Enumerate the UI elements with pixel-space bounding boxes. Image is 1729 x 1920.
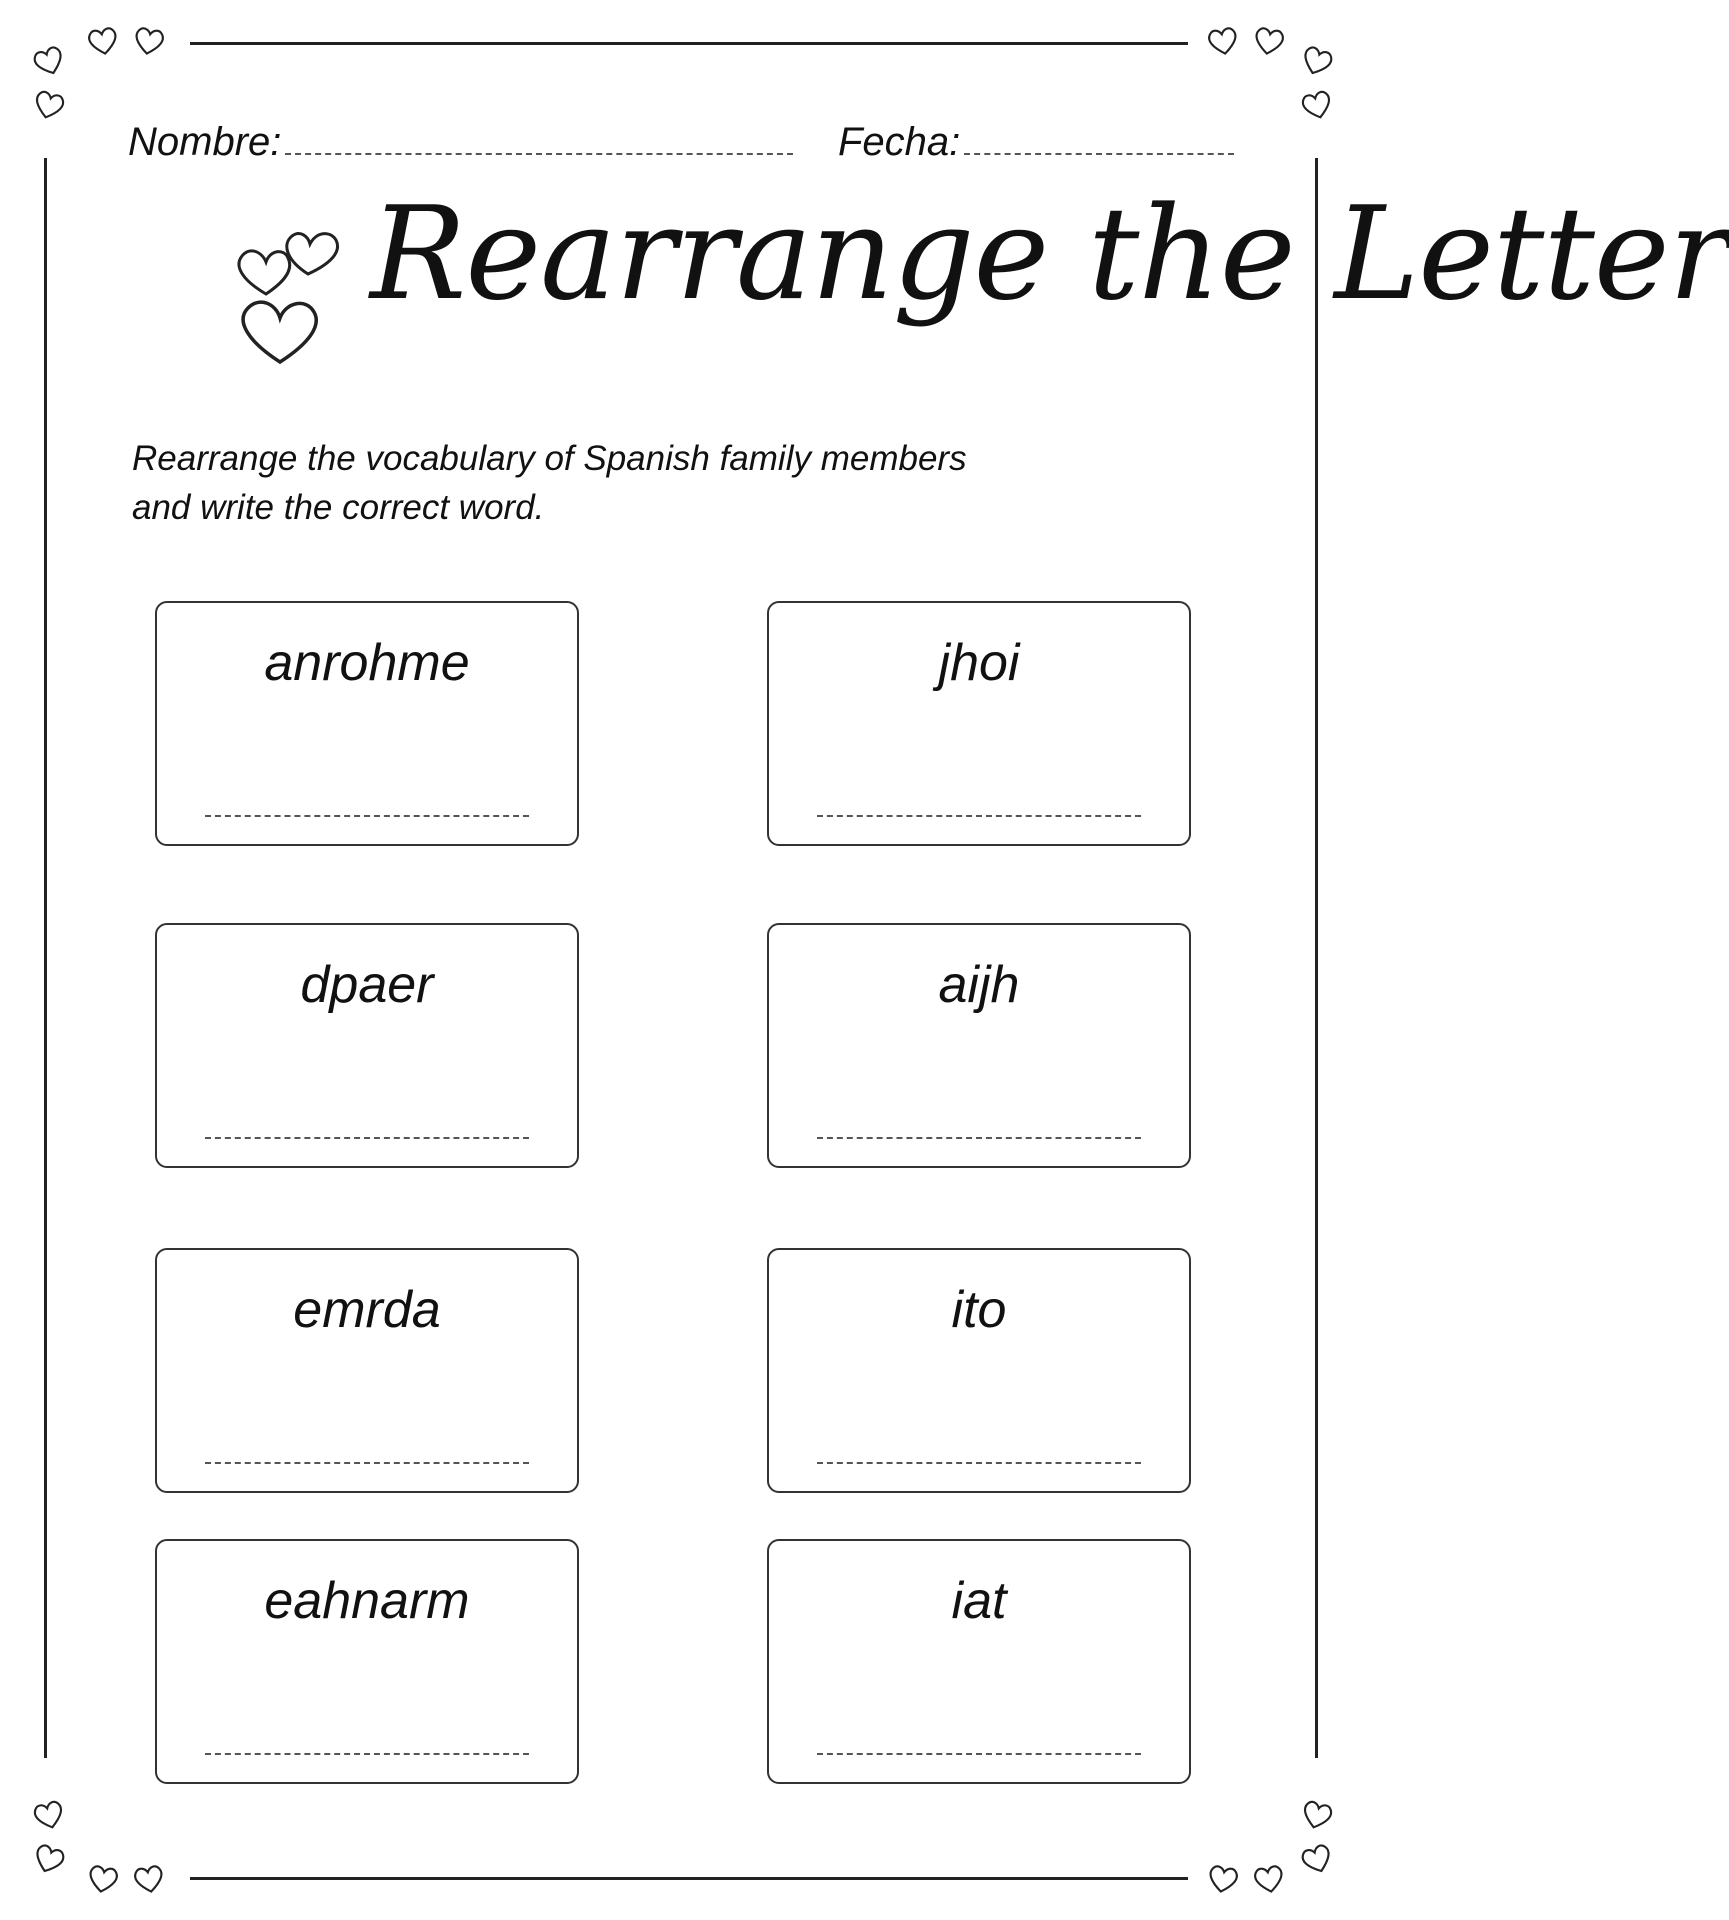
word-card	[767, 1248, 1191, 1493]
answer-line[interactable]	[817, 1753, 1141, 1755]
word-card	[155, 923, 579, 1168]
date-label: Fecha:	[838, 120, 961, 164]
word-card	[155, 601, 579, 846]
word-card	[155, 1539, 579, 1784]
heart-icon	[129, 21, 168, 60]
instructions	[132, 434, 1082, 532]
heart-icon	[1296, 84, 1338, 126]
title-hearts-icon	[228, 222, 358, 372]
instructions-line-2: and write the correct word.	[132, 488, 545, 527]
scrambled-word: emrda	[293, 1281, 441, 1339]
heart-icon	[1296, 1794, 1338, 1836]
answer-line[interactable]	[205, 1137, 529, 1139]
heart-icon	[129, 1859, 168, 1898]
right-border-line	[1315, 158, 1318, 1758]
answer-line[interactable]	[817, 815, 1141, 817]
heart-icon	[1295, 39, 1339, 83]
heart-icon	[1249, 1859, 1288, 1898]
answer-line[interactable]	[817, 1137, 1141, 1139]
answer-line[interactable]	[205, 815, 529, 817]
answer-line[interactable]	[205, 1753, 529, 1755]
heart-icon	[27, 1837, 71, 1881]
left-border-line	[44, 158, 47, 1758]
heart-icon	[1295, 1837, 1339, 1881]
date-write-line[interactable]	[964, 123, 1234, 155]
heart-icon	[1203, 1859, 1242, 1898]
word-card	[767, 923, 1191, 1168]
name-field[interactable]	[128, 120, 793, 165]
page-title: Rearrange the Letter	[370, 180, 1729, 329]
heart-icon	[28, 84, 70, 126]
scrambled-word: dpaer	[300, 956, 434, 1014]
scrambled-word: jhoi	[938, 634, 1020, 692]
heart-icon	[1203, 21, 1242, 60]
answer-line[interactable]	[205, 1462, 529, 1464]
scrambled-word: ito	[951, 1281, 1007, 1339]
word-card	[767, 1539, 1191, 1784]
name-label: Nombre:	[128, 120, 282, 164]
scrambled-word: aijh	[938, 956, 1020, 1014]
scrambled-word: eahnarm	[264, 1572, 470, 1630]
heart-icon	[28, 1794, 70, 1836]
top-border-line	[190, 42, 1188, 45]
scrambled-word: iat	[951, 1572, 1007, 1630]
date-field[interactable]	[838, 120, 1234, 165]
bottom-border-line	[190, 1877, 1188, 1880]
scrambled-word: anrohme	[264, 634, 470, 692]
heart-icon	[1249, 21, 1288, 60]
heart-icon	[83, 21, 122, 60]
heart-icon	[27, 39, 71, 83]
name-write-line[interactable]	[285, 123, 793, 155]
heart-icon	[83, 1859, 122, 1898]
answer-line[interactable]	[817, 1462, 1141, 1464]
word-card	[155, 1248, 579, 1493]
instructions-line-1: Rearrange the vocabulary of Spanish family members	[132, 439, 967, 478]
word-card	[767, 601, 1191, 846]
